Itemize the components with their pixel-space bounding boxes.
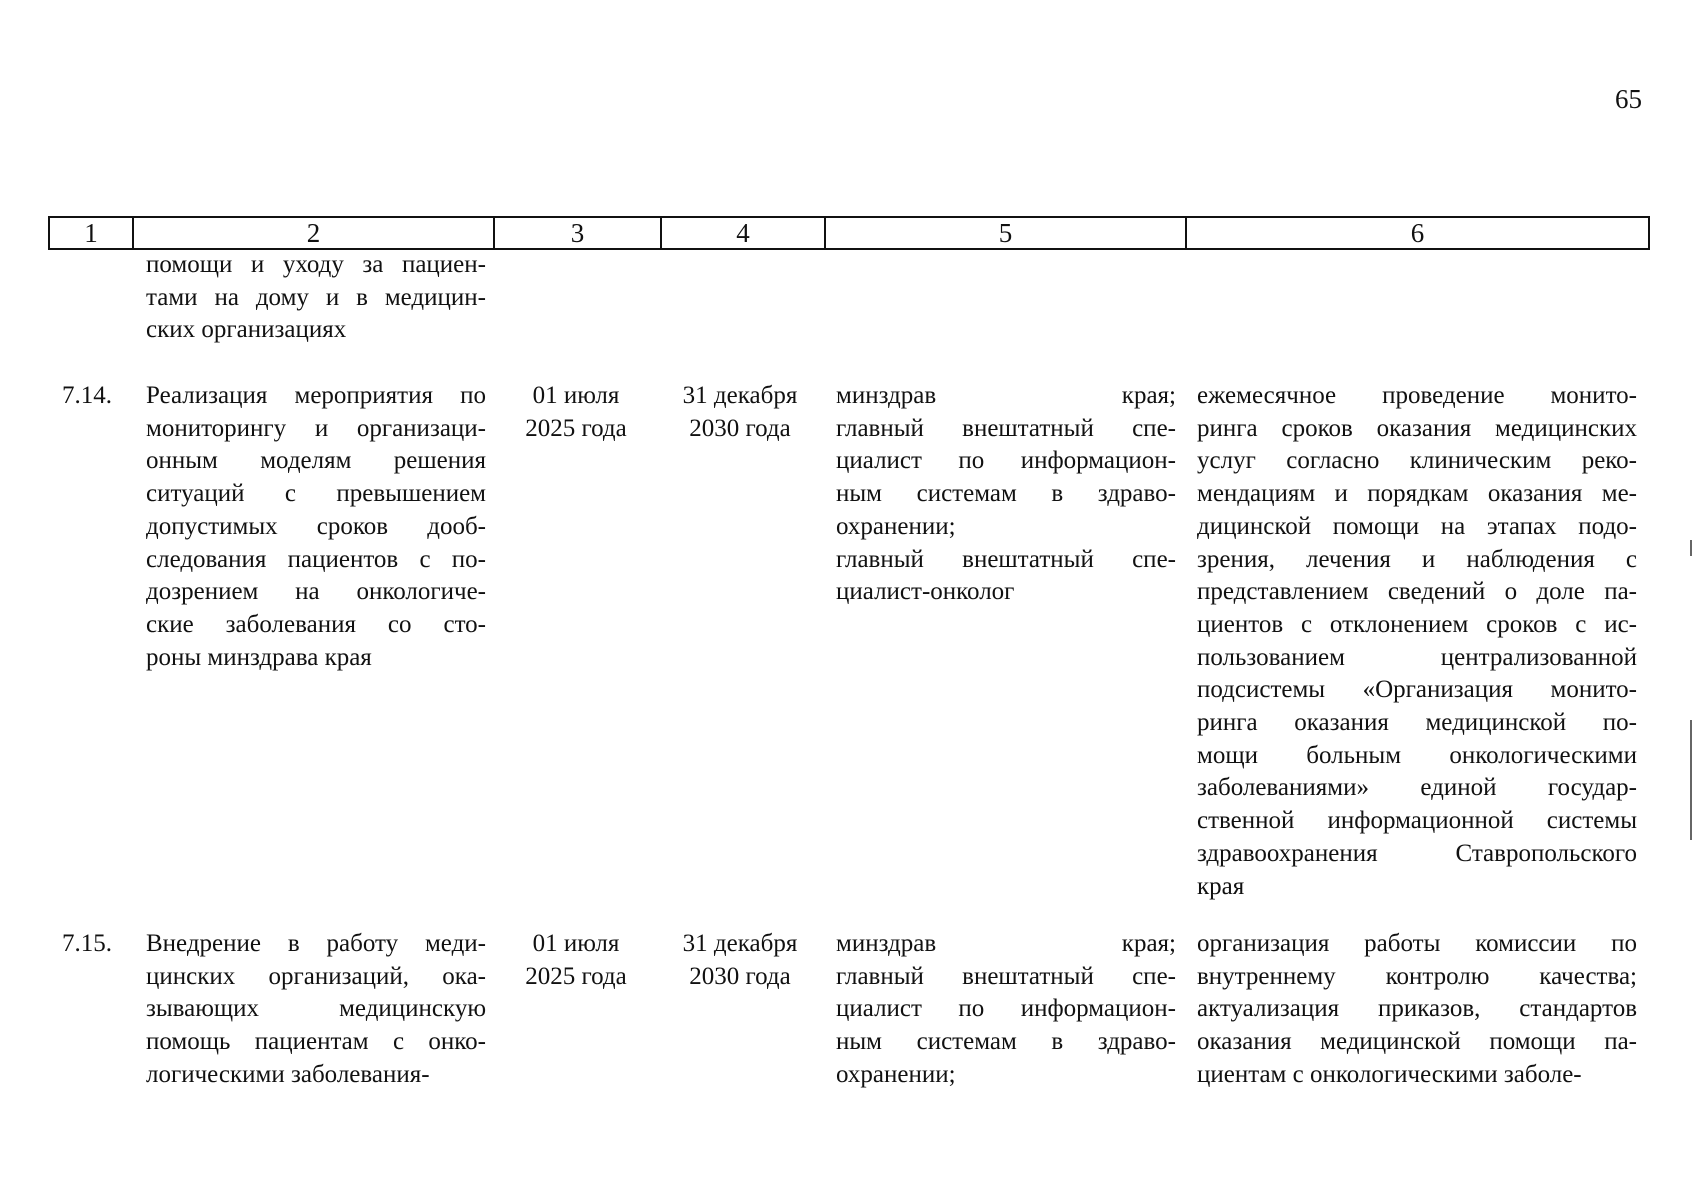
column-number-2: 2: [133, 217, 494, 249]
text-line: дозрением на онкологиче-: [146, 578, 486, 606]
text-line: ным системам в здраво-: [836, 1028, 1176, 1056]
text-line: дицинской помощи на этапах подо-: [1197, 512, 1637, 540]
text-line: главный внештатный спе-: [836, 414, 1176, 442]
scan-edge-mark: [1690, 720, 1692, 840]
text-line: ские заболевания со сто-: [146, 610, 486, 638]
text-line: охранении;: [836, 1060, 956, 1088]
text-line: ринга оказания медицинской по-: [1197, 709, 1637, 737]
text-line: зрения, лечения и наблюдения с: [1197, 545, 1637, 573]
measure-name: [146, 928, 486, 1092]
text-line: края: [1197, 872, 1245, 900]
text-line: циентов с отклонением сроков с ис-: [1197, 610, 1637, 638]
text-line: ным системам в здраво-: [836, 480, 1176, 508]
responsible-parties: [836, 928, 1176, 1092]
text-line: следования пациентов с по-: [146, 545, 486, 573]
text-line: ситуаций с превышением: [146, 480, 486, 508]
text-line: здравоохранения Ставропольского: [1197, 839, 1637, 867]
text-line: ских организациях: [146, 316, 347, 344]
text-line: заболеваниями» единой государ-: [1197, 774, 1637, 802]
text-line: оказания медицинской помощи па-: [1197, 1028, 1637, 1056]
text-line: минздрав края;: [836, 382, 1176, 409]
row-number: 7.14.: [62, 382, 112, 409]
end-date: 31 декабря 2030 года: [682, 382, 798, 442]
text-line: ринга сроков оказания медицинских: [1197, 414, 1637, 442]
text-line: охранении;: [836, 512, 956, 540]
text-line: циентам с онкологическими заболе-: [1197, 1060, 1582, 1088]
page-number: 65: [1615, 84, 1642, 114]
expected-result: [1197, 928, 1637, 1092]
column-number-3: 3: [494, 217, 661, 249]
responsible-parties: [836, 380, 1176, 609]
measure-name: [146, 380, 486, 674]
text-line: роны минздрава края: [146, 643, 372, 671]
scan-edge-mark: [1690, 540, 1692, 556]
text-line: услуг согласно клиническим реко-: [1197, 447, 1637, 475]
text-line: циалист по информацион-: [836, 447, 1176, 475]
text-line: мощи больным онкологическими: [1197, 741, 1637, 769]
text-line: подсистемы «Организация монито-: [1197, 676, 1637, 704]
expected-result: [1197, 380, 1637, 903]
table-header-row: [48, 216, 1650, 250]
text-line: Внедрение в работу меди-: [146, 930, 486, 957]
text-line: онным моделям решения: [146, 447, 486, 475]
text-line: минздрав края;: [836, 930, 1176, 957]
text-line: цинских организаций, ока-: [146, 962, 486, 990]
text-line: тами на дому и в медицин-: [146, 283, 486, 311]
text-line: главный внештатный спе-: [836, 962, 1176, 990]
start-date: 01 июля 2025 года: [525, 930, 627, 990]
column-number-1: 1: [49, 217, 133, 249]
text-line: зывающих медицинскую: [146, 995, 486, 1023]
text-line: помощь пациентам с онко-: [146, 1028, 486, 1056]
text-line: циалист по информацион-: [836, 995, 1176, 1023]
text-line: пользованием централизованной: [1197, 643, 1637, 671]
text-line: ежемесячное проведение монито-: [1197, 382, 1637, 409]
column-number-5: 5: [825, 217, 1186, 249]
text-line: мониторингу и организаци-: [146, 414, 486, 442]
text-line: мендациям и порядкам оказания ме-: [1197, 480, 1637, 508]
text-line: допустимых сроков дооб-: [146, 512, 486, 540]
text-line: помощи и уходу за пациен-: [146, 251, 486, 278]
text-line: циалист-онколог: [836, 578, 1015, 606]
start-date: 01 июля 2025 года: [525, 382, 627, 442]
end-date: 31 декабря 2030 года: [682, 930, 798, 990]
text-line: внутреннему контролю качества;: [1197, 962, 1637, 990]
text-line: представлением сведений о доле па-: [1197, 578, 1637, 606]
text-line: актуализация приказов, стандартов: [1197, 995, 1637, 1023]
row-number: 7.15.: [62, 930, 112, 957]
continuation-text: [146, 249, 486, 347]
text-line: логическими заболевания-: [146, 1060, 430, 1088]
text-line: Реализация мероприятия по: [146, 382, 486, 409]
text-line: ственной информационной системы: [1197, 807, 1637, 835]
column-number-6: 6: [1186, 217, 1649, 249]
column-number-4: 4: [661, 217, 825, 249]
text-line: организация работы комиссии по: [1197, 930, 1637, 957]
text-line: главный внештатный спе-: [836, 545, 1176, 573]
